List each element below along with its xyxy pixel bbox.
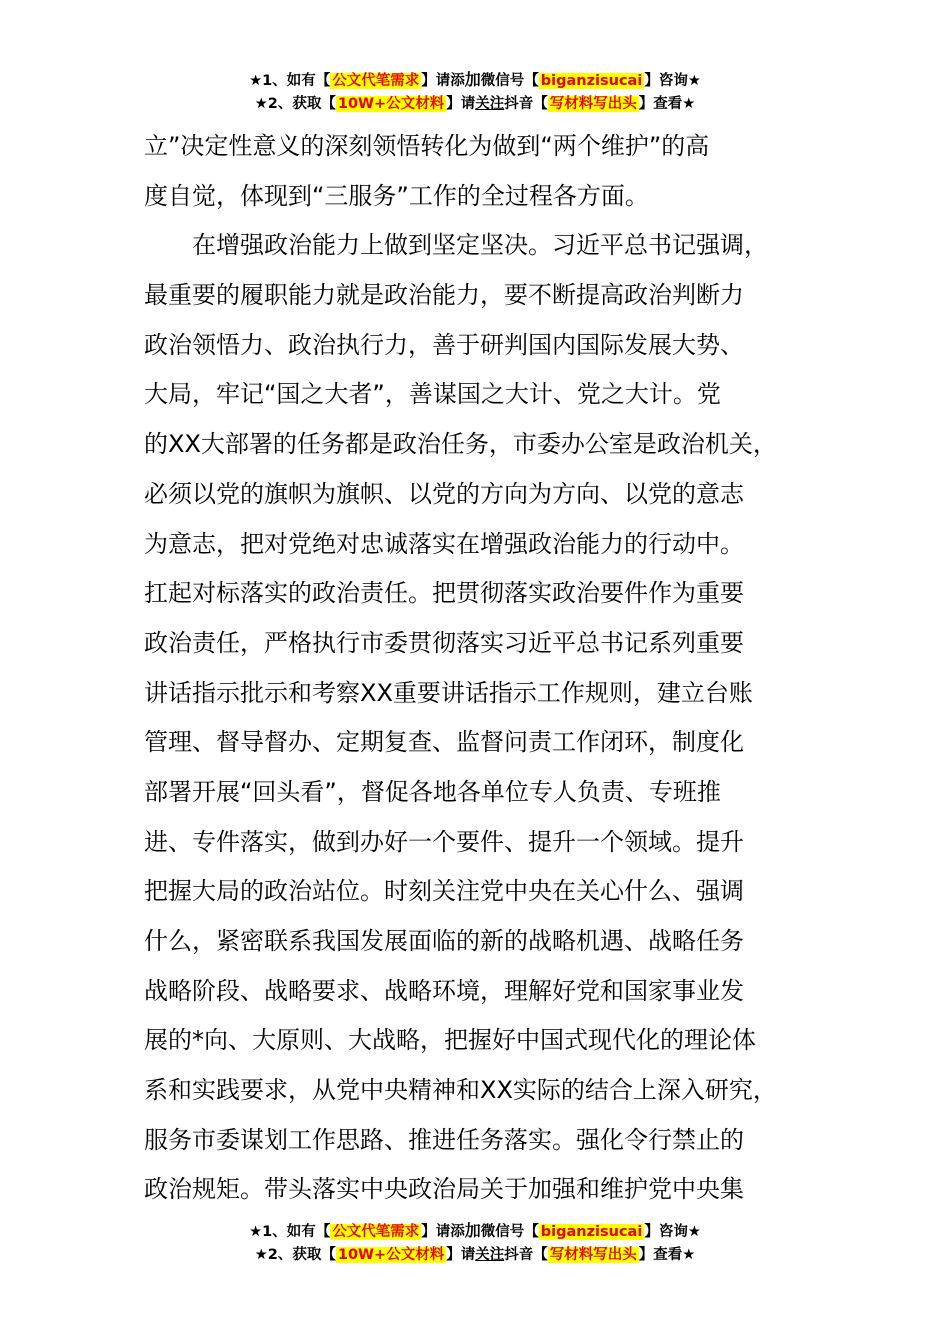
- header-banner: [0, 68, 950, 116]
- body-line: 服务市委谋划工作思路、推进任务落实。强化令行禁止的: [144, 1125, 744, 1154]
- header-banner-line-2: [0, 92, 950, 116]
- banner-text-underlined: 关注: [475, 1247, 505, 1263]
- body-line: 管理、督导督办、定期复查、监督问责工作闭环，制度化: [144, 728, 744, 757]
- body-line: 为意志，把对党绝对忠诚落实在增强政治能力的行动中。: [144, 529, 744, 558]
- body-line: 大局，牢记“国之大者”，善谋国之大计、党之大计。党: [144, 380, 721, 409]
- highlight-douyin: 写材料写出头: [549, 1247, 637, 1263]
- body-line: 什么，紧密联系我国发展面临的新的战略机遇、战略任务: [144, 927, 744, 955]
- body-line: 度自觉，体现到“三服务”工作的全过程各方面。: [144, 181, 649, 210]
- body-line: 政治责任，严格执行市委贯彻落实习近平总书记系列重要: [144, 628, 744, 657]
- banner-text: 】请: [446, 96, 476, 112]
- body-line: 政治规矩。带头落实中央政治局关于加强和维护党中央集: [144, 1175, 744, 1204]
- footer-banner-line-2: [0, 1243, 950, 1267]
- banner-text: 微信号【: [480, 73, 539, 89]
- highlight-service: 公文代笔需求: [332, 73, 420, 89]
- banner-text: 】查看★: [638, 96, 696, 112]
- footer-banner: [0, 1219, 950, 1267]
- banner-text: ★2、获取【: [254, 96, 336, 112]
- banner-text: 抖音【: [504, 1247, 548, 1263]
- highlight-materials: 10W+公文材料: [337, 96, 445, 112]
- banner-text-emphasis: 加: [464, 1221, 481, 1240]
- header-banner-line-1: [0, 68, 950, 92]
- banner-text: 微信号【: [480, 1224, 539, 1240]
- banner-text-underlined: 关注: [475, 96, 505, 112]
- body-line: 在增强政治能力上做到坚定坚决。习近平总书记强调，: [144, 231, 768, 260]
- body-line: 的XX大部署的任务都是政治任务，市委办公室是政治机关，: [144, 430, 777, 459]
- banner-text: 】请添: [421, 73, 465, 89]
- highlight-douyin: 写材料写出头: [549, 96, 637, 112]
- body-line: 政治领悟力、政治执行力，善于研判国内国际发展大势、: [144, 330, 744, 359]
- body-line: 进、专件落实，做到办好一个要件、提升一个领域。提升: [144, 827, 744, 856]
- banner-text: ★1、如有【: [249, 73, 331, 89]
- body-line: 最重要的履职能力就是政治能力，要不断提高政治判断力: [144, 281, 744, 310]
- banner-text: 】查看★: [638, 1247, 696, 1263]
- body-line: 讲话指示批示和考察XX重要讲话指示工作规则，建立台账: [144, 678, 753, 707]
- body-line: 立”决定性意义的深刻领悟转化为做到“两个维护”的高: [144, 132, 710, 160]
- body-line: 扛起对标落实的政治责任。把贯彻落实政治要件作为重要: [144, 579, 744, 608]
- banner-text-emphasis: 加: [464, 70, 481, 89]
- body-line: 把握大局的政治站位。时刻关注党中央在关心什么、强调: [144, 877, 744, 906]
- banner-text: 】咨询★: [644, 1224, 701, 1240]
- body-line: 部署开展“回头看”，督促各地各单位专人负责、专班推: [144, 777, 721, 806]
- body-line: 必须以党的旗帜为旗帜、以党的方向为方向、以党的意志: [144, 479, 744, 508]
- footer-banner-line-1: [0, 1219, 950, 1243]
- banner-text: ★1、如有【: [249, 1224, 331, 1240]
- banner-text: 】请: [446, 1247, 476, 1263]
- banner-text: 抖音【: [504, 96, 548, 112]
- body-line: 系和实践要求，从党中央精神和XX实际的结合上深入研究，: [144, 1076, 777, 1105]
- highlight-wechat-id: biganzisucai: [540, 1224, 643, 1240]
- highlight-materials: 10W+公文材料: [337, 1247, 445, 1263]
- body-line: 展的*向、大原则、大战略，把握好中国式现代化的理论体: [144, 1026, 756, 1055]
- highlight-wechat-id: biganzisucai: [540, 73, 643, 89]
- banner-text: 】请添: [421, 1224, 465, 1240]
- banner-text: ★2、获取【: [254, 1247, 336, 1263]
- body-line: 战略阶段、战略要求、战略环境，理解好党和国家事业发: [144, 976, 744, 1005]
- highlight-service: 公文代笔需求: [332, 1224, 420, 1240]
- document-body: [144, 122, 834, 1215]
- banner-text: 】咨询★: [644, 73, 701, 89]
